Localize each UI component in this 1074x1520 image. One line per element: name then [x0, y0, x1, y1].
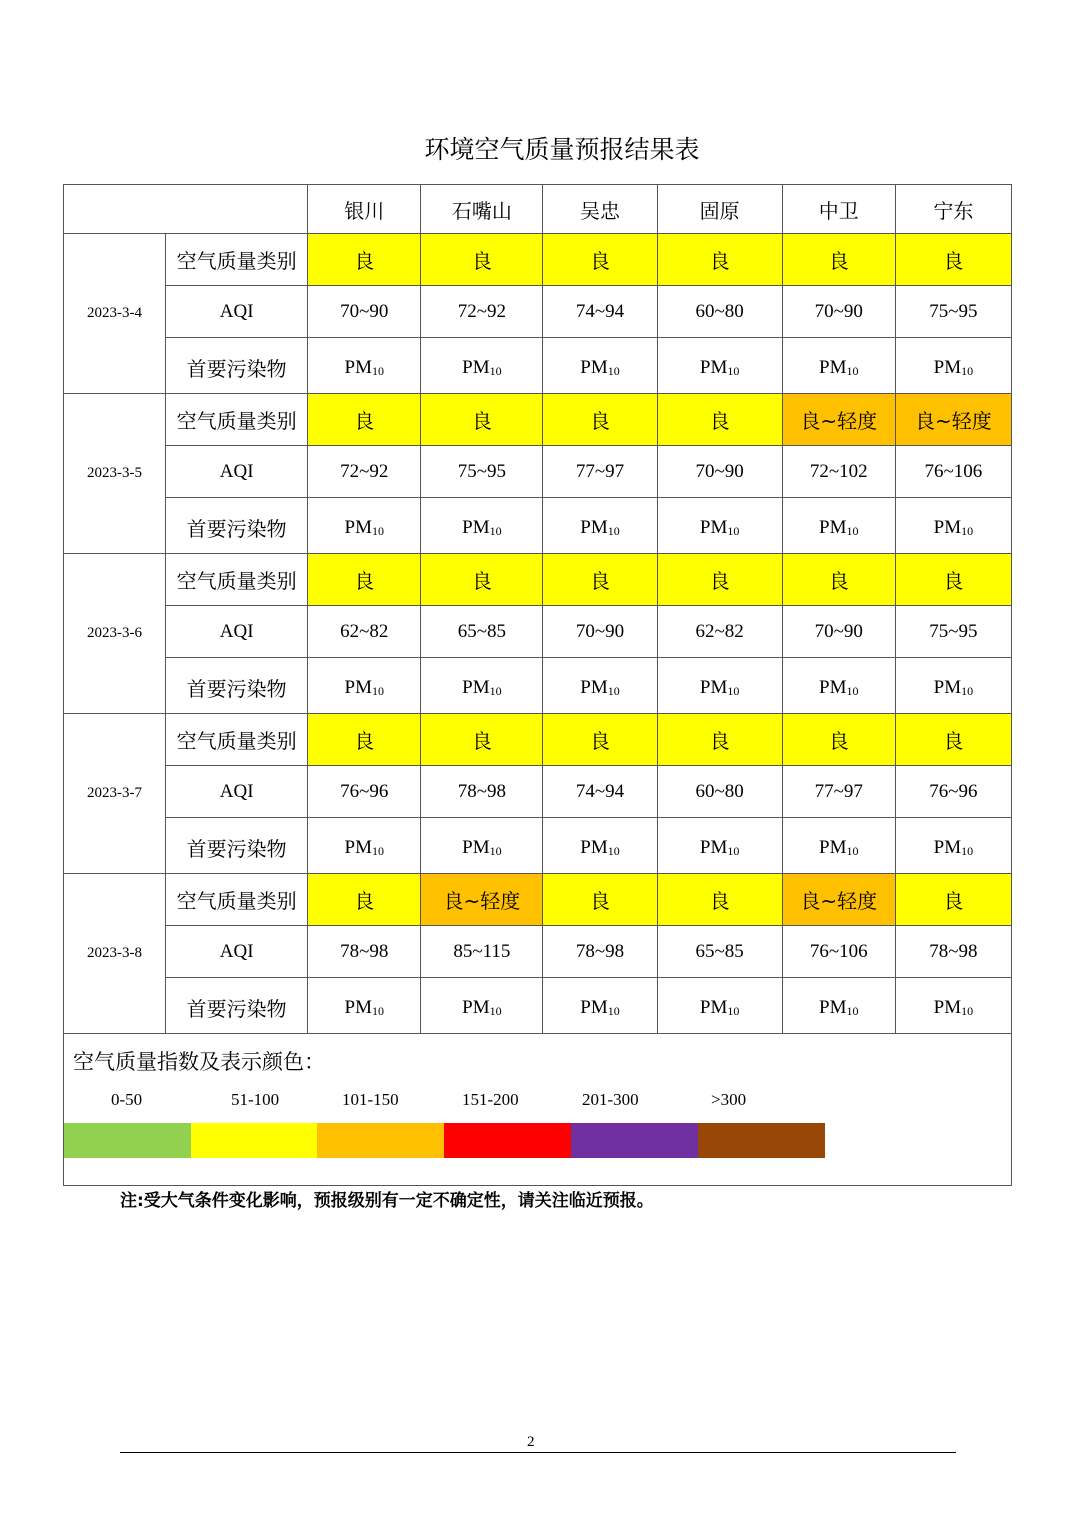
- legend-color-swatch: [698, 1123, 825, 1158]
- row-label-aqi: AQI: [166, 446, 308, 498]
- pollutant-subscript: 10: [607, 363, 620, 378]
- row-label-category: 空气质量类别: [166, 394, 308, 446]
- pollutant-cell: [657, 338, 782, 394]
- pollutant-subscript: 10: [846, 363, 859, 378]
- pollutant-name: PM: [699, 676, 728, 698]
- pollutant-row: [64, 818, 1012, 874]
- category-cell: 良: [543, 714, 657, 766]
- pollutant-subscript: 10: [727, 683, 740, 698]
- row-label-aqi: AQI: [166, 606, 308, 658]
- date-cell: 2023-3-4: [64, 234, 166, 394]
- pollutant-cell: [543, 818, 657, 874]
- legend-range-label: 51-100: [231, 1090, 280, 1109]
- date-cell: 2023-3-7: [64, 714, 166, 874]
- pollutant-subscript: 10: [607, 1003, 620, 1018]
- pollutant-name: PM: [462, 996, 490, 1018]
- pollutant-cell: [421, 338, 543, 394]
- pollutant-row: [64, 338, 1012, 394]
- category-cell: 良: [308, 554, 421, 606]
- pollutant-cell: [895, 498, 1011, 554]
- pollutant-subscript: 10: [489, 363, 502, 378]
- pollutant-subscript: 10: [607, 683, 620, 698]
- pollutant-name: PM: [933, 836, 962, 858]
- pollutant-cell: [308, 818, 421, 874]
- pollutant-cell: [782, 978, 895, 1034]
- category-cell: 良: [308, 234, 421, 286]
- corner-cell: [64, 185, 308, 234]
- pollutant-name: PM: [699, 836, 728, 858]
- row-label-pollutant: 首要污染物: [166, 338, 308, 394]
- pollutant-cell: [543, 498, 657, 554]
- pollutant-subscript: 10: [607, 523, 620, 538]
- pollutant-subscript: 10: [961, 523, 974, 538]
- row-label-pollutant: 首要污染物: [166, 978, 308, 1034]
- pollutant-subscript: 10: [961, 363, 974, 378]
- pollutant-name: PM: [344, 836, 373, 858]
- pollutant-subscript: 10: [372, 523, 385, 538]
- pollutant-subscript: 10: [727, 843, 740, 858]
- legend-row: [64, 1034, 1012, 1186]
- category-cell: 良: [657, 714, 782, 766]
- aqi-cell: 65~85: [657, 926, 782, 978]
- city-header: 中卫: [782, 185, 895, 234]
- pollutant-subscript: 10: [489, 523, 502, 538]
- aqi-row: [64, 446, 1012, 498]
- pollutant-name: PM: [580, 516, 608, 538]
- city-header: 吴忠: [543, 185, 657, 234]
- pollutant-subscript: 10: [846, 843, 859, 858]
- category-cell: 良: [543, 234, 657, 286]
- pollutant-cell: [543, 338, 657, 394]
- category-cell: 良: [782, 714, 895, 766]
- category-cell: 良: [657, 554, 782, 606]
- pollutant-subscript: 10: [846, 1003, 859, 1018]
- pollutant-cell: [895, 978, 1011, 1034]
- legend-color-swatch: [317, 1123, 444, 1158]
- pollutant-cell: [421, 658, 543, 714]
- pollutant-name: PM: [819, 356, 847, 378]
- pollutant-cell: [308, 498, 421, 554]
- aqi-cell: 60~80: [657, 286, 782, 338]
- row-label-pollutant: 首要污染物: [166, 658, 308, 714]
- city-header: 宁东: [895, 185, 1011, 234]
- row-label-pollutant: 首要污染物: [166, 498, 308, 554]
- category-row: [64, 234, 1012, 286]
- pollutant-cell: [782, 338, 895, 394]
- pollutant-cell: [543, 658, 657, 714]
- pollutant-subscript: 10: [961, 1003, 974, 1018]
- category-row: [64, 394, 1012, 446]
- pollutant-subscript: 10: [372, 683, 385, 698]
- category-cell: 良~轻度: [782, 394, 895, 446]
- legend-color-swatch: [444, 1123, 571, 1158]
- city-header: 银川: [308, 185, 421, 234]
- aqi-row: [64, 926, 1012, 978]
- pollutant-cell: [895, 818, 1011, 874]
- legend-range-label: 201-300: [582, 1090, 639, 1109]
- pollutant-name: PM: [344, 996, 373, 1018]
- pollutant-subscript: 10: [372, 363, 385, 378]
- category-row: [64, 554, 1012, 606]
- aqi-cell: 76~106: [782, 926, 895, 978]
- legend-range-label: 151-200: [462, 1090, 519, 1109]
- pollutant-subscript: 10: [607, 843, 620, 858]
- aqi-cell: 70~90: [657, 446, 782, 498]
- pollutant-cell: [421, 498, 543, 554]
- pollutant-cell: [308, 978, 421, 1034]
- category-cell: 良: [421, 714, 543, 766]
- category-cell: 良: [543, 554, 657, 606]
- pollutant-name: PM: [819, 676, 847, 698]
- pollutant-cell: [657, 658, 782, 714]
- pollutant-name: PM: [462, 356, 490, 378]
- row-label-aqi: AQI: [166, 766, 308, 818]
- aqi-cell: 74~94: [543, 766, 657, 818]
- category-cell: 良: [543, 394, 657, 446]
- header-row: [64, 185, 1012, 234]
- aqi-cell: 76~96: [308, 766, 421, 818]
- legend-range-label: 101-150: [342, 1090, 399, 1109]
- pollutant-name: PM: [699, 356, 728, 378]
- category-cell: 良: [782, 234, 895, 286]
- aqi-cell: 77~97: [543, 446, 657, 498]
- pollutant-name: PM: [933, 676, 962, 698]
- row-label-aqi: AQI: [166, 286, 308, 338]
- category-cell: 良: [543, 874, 657, 926]
- pollutant-name: PM: [819, 996, 847, 1018]
- pollutant-row: [64, 498, 1012, 554]
- pollutant-name: PM: [462, 676, 490, 698]
- category-cell: 良: [895, 714, 1011, 766]
- legend-range-label: >300: [711, 1090, 747, 1109]
- pollutant-subscript: 10: [727, 363, 740, 378]
- category-cell: 良: [308, 394, 421, 446]
- pollutant-name: PM: [344, 676, 373, 698]
- aqi-cell: 62~82: [308, 606, 421, 658]
- pollutant-cell: [657, 978, 782, 1034]
- pollutant-cell: [421, 818, 543, 874]
- aqi-cell: 78~98: [543, 926, 657, 978]
- row-label-aqi: AQI: [166, 926, 308, 978]
- aqi-cell: 77~97: [782, 766, 895, 818]
- aqi-cell: 85~115: [421, 926, 543, 978]
- legend-color-swatch: [191, 1123, 318, 1158]
- legend: [64, 1034, 1012, 1186]
- pollutant-subscript: 10: [961, 843, 974, 858]
- row-label-category: 空气质量类别: [166, 714, 308, 766]
- pollutant-cell: [421, 978, 543, 1034]
- pollutant-cell: [782, 498, 895, 554]
- pollutant-name: PM: [933, 516, 962, 538]
- category-row: [64, 714, 1012, 766]
- category-cell: 良: [308, 874, 421, 926]
- category-cell: 良: [895, 874, 1011, 926]
- aqi-row: [64, 286, 1012, 338]
- page-number: 2: [527, 1434, 535, 1450]
- pollutant-subscript: 10: [489, 683, 502, 698]
- pollutant-cell: [895, 658, 1011, 714]
- aqi-cell: 76~106: [895, 446, 1011, 498]
- pollutant-subscript: 10: [372, 843, 385, 858]
- forecast-table: [63, 184, 1012, 1186]
- city-header: 石嘴山: [421, 185, 543, 234]
- aqi-cell: 78~98: [308, 926, 421, 978]
- legend-color-swatch: [64, 1123, 191, 1158]
- date-cell: 2023-3-5: [64, 394, 166, 554]
- category-cell: 良~轻度: [895, 394, 1011, 446]
- aqi-cell: 70~90: [782, 286, 895, 338]
- aqi-cell: 75~95: [421, 446, 543, 498]
- category-cell: 良: [421, 234, 543, 286]
- pollutant-row: [64, 658, 1012, 714]
- pollutant-cell: [308, 338, 421, 394]
- pollutant-name: PM: [580, 676, 608, 698]
- pollutant-cell: [543, 978, 657, 1034]
- pollutant-subscript: 10: [489, 843, 502, 858]
- aqi-cell: 78~98: [421, 766, 543, 818]
- page-title: 环境空气质量预报结果表: [424, 135, 700, 164]
- category-cell: 良: [895, 234, 1011, 286]
- legend-color-swatch: [571, 1123, 698, 1158]
- pollutant-name: PM: [933, 996, 962, 1018]
- aqi-cell: 70~90: [308, 286, 421, 338]
- category-cell: 良~轻度: [421, 874, 543, 926]
- category-cell: 良: [657, 234, 782, 286]
- pollutant-subscript: 10: [489, 1003, 502, 1018]
- row-label-category: 空气质量类别: [166, 554, 308, 606]
- pollutant-subscript: 10: [846, 683, 859, 698]
- aqi-cell: 70~90: [782, 606, 895, 658]
- pollutant-name: PM: [462, 516, 490, 538]
- category-cell: 良: [308, 714, 421, 766]
- date-cell: 2023-3-6: [64, 554, 166, 714]
- aqi-cell: 72~102: [782, 446, 895, 498]
- row-label-category: 空气质量类别: [166, 234, 308, 286]
- aqi-cell: 72~92: [421, 286, 543, 338]
- aqi-cell: 62~82: [657, 606, 782, 658]
- pollutant-name: PM: [699, 516, 728, 538]
- pollutant-subscript: 10: [727, 1003, 740, 1018]
- city-header: 固原: [657, 185, 782, 234]
- pollutant-row: [64, 978, 1012, 1034]
- aqi-row: [64, 606, 1012, 658]
- category-cell: 良: [782, 554, 895, 606]
- pollutant-subscript: 10: [372, 1003, 385, 1018]
- row-label-pollutant: 首要污染物: [166, 818, 308, 874]
- category-cell: 良: [895, 554, 1011, 606]
- aqi-cell: 70~90: [543, 606, 657, 658]
- pollutant-name: PM: [580, 356, 608, 378]
- category-row: [64, 874, 1012, 926]
- category-cell: 良: [421, 394, 543, 446]
- aqi-cell: 74~94: [543, 286, 657, 338]
- pollutant-name: PM: [699, 996, 728, 1018]
- aqi-cell: 76~96: [895, 766, 1011, 818]
- aqi-cell: 75~95: [895, 606, 1011, 658]
- pollutant-subscript: 10: [846, 523, 859, 538]
- pollutant-cell: [895, 338, 1011, 394]
- pollutant-name: PM: [819, 836, 847, 858]
- category-cell: 良: [657, 874, 782, 926]
- pollutant-name: PM: [580, 996, 608, 1018]
- pollutant-subscript: 10: [727, 523, 740, 538]
- aqi-cell: 60~80: [657, 766, 782, 818]
- pollutant-cell: [657, 818, 782, 874]
- row-label-category: 空气质量类别: [166, 874, 308, 926]
- pollutant-subscript: 10: [961, 683, 974, 698]
- forecast-note: 注:受大气条件变化影响，预报级别有一定不确定性，请关注临近预报。: [120, 1191, 654, 1211]
- aqi-cell: 72~92: [308, 446, 421, 498]
- pollutant-cell: [308, 658, 421, 714]
- pollutant-cell: [782, 818, 895, 874]
- pollutant-name: PM: [344, 356, 373, 378]
- pollutant-cell: [782, 658, 895, 714]
- legend-title: 空气质量指数及表示颜色：: [73, 1050, 325, 1074]
- aqi-cell: 65~85: [421, 606, 543, 658]
- pollutant-cell: [657, 498, 782, 554]
- aqi-row: [64, 766, 1012, 818]
- pollutant-name: PM: [344, 516, 373, 538]
- category-cell: 良~轻度: [782, 874, 895, 926]
- category-cell: 良: [421, 554, 543, 606]
- date-cell: 2023-3-8: [64, 874, 166, 1034]
- footer-divider: [120, 1452, 956, 1453]
- pollutant-name: PM: [462, 836, 490, 858]
- legend-range-label: 0-50: [111, 1090, 143, 1109]
- pollutant-name: PM: [933, 356, 962, 378]
- category-cell: 良: [657, 394, 782, 446]
- pollutant-name: PM: [580, 836, 608, 858]
- aqi-cell: 78~98: [895, 926, 1011, 978]
- pollutant-name: PM: [819, 516, 847, 538]
- aqi-cell: 75~95: [895, 286, 1011, 338]
